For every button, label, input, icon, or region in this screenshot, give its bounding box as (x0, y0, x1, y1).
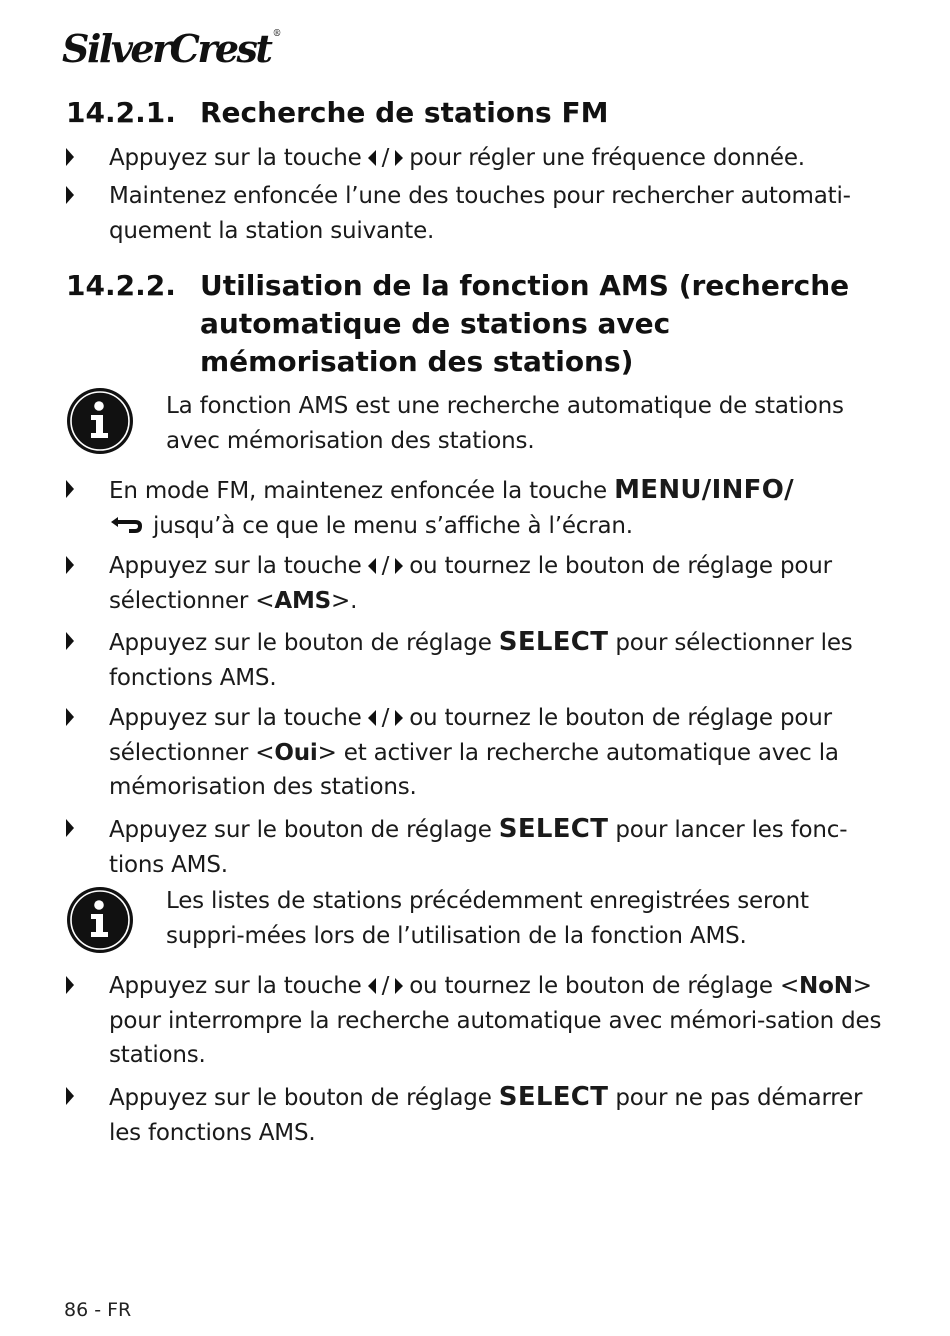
page-number: 86 - FR (64, 1299, 132, 1321)
registered-mark: ® (272, 29, 282, 39)
item-text: Appuyez sur la touche (109, 705, 362, 731)
section-number: 14.2.1. (66, 96, 176, 129)
key-separator: / (381, 553, 390, 579)
item-text: Appuyez sur la touche (109, 553, 362, 579)
bullet-arrow-icon (66, 556, 74, 574)
left-key-icon (368, 558, 376, 574)
section-number: 14.2.2. (66, 269, 176, 302)
item-text: > pour interrompre la recherche automatique avec mémori-sation des stations. (109, 973, 882, 1068)
item-text: ou tournez le bouton de réglage < (409, 973, 800, 999)
item-text: jusqu’à ce que le menu s’affiche à l’écran. (153, 512, 633, 539)
left-key-icon (368, 150, 376, 166)
info-note: Les listes de stations précédemment enregistrées seront suppri-mées lors de l’utilisation de la fonction AMS. (166, 888, 809, 949)
info-icon (66, 886, 132, 952)
item-text: Appuyez sur le bouton de réglage (109, 1085, 492, 1111)
item-text: >. (331, 587, 358, 614)
item-text: Maintenez enfoncée l’une des touches pour rechercher automati-quement la station suivante. (109, 183, 851, 244)
select-key-label: SELECT (498, 1082, 609, 1112)
key-separator: / (381, 705, 390, 731)
right-key-icon (395, 710, 403, 726)
bullet-arrow-icon (66, 708, 74, 726)
item-text: Appuyez sur le bouton de réglage (109, 630, 492, 656)
return-arrow-icon (109, 512, 145, 547)
select-key-label: SELECT (498, 627, 609, 657)
item-text: Appuyez sur la touche (109, 145, 362, 171)
section-title: Utilisation de la fonction AMS (recherche automatique de stations avec mémorisation des stations) (200, 269, 850, 378)
item-text: ou tournez le bouton de réglage pour sélectionner < (109, 553, 832, 614)
key-separator: / (381, 973, 390, 999)
bullet-arrow-icon (66, 976, 74, 994)
option-label: NoN (799, 973, 853, 999)
brand-logo-text: SilverCrest (62, 26, 271, 71)
bullet-arrow-icon (66, 632, 74, 650)
list-item (66, 701, 886, 805)
left-key-icon (368, 710, 376, 726)
option-label: Oui (274, 739, 318, 766)
option-label: AMS (274, 587, 331, 614)
section-heading-14-2-2 (66, 267, 870, 381)
bullet-arrow-icon (66, 480, 74, 498)
item-text: ou tournez le bouton de réglage pour sélectionner < (109, 705, 832, 766)
key-separator: / (381, 145, 390, 171)
item-text: Appuyez sur le bouton de réglage (109, 817, 492, 843)
list-item (66, 473, 886, 546)
info-icon (66, 387, 132, 453)
section-heading-14-2-1 (66, 94, 870, 132)
item-text: En mode FM, maintenez enfoncée la touche (109, 478, 607, 504)
info-note: La fonction AMS est une recherche automatique de stations avec mémorisation des stations. (166, 393, 844, 454)
right-key-icon (395, 558, 403, 574)
bullet-arrow-icon (66, 819, 74, 837)
list-item (66, 549, 886, 618)
section-title: Recherche de stations FM (200, 96, 609, 129)
item-text: Appuyez sur la touche (109, 973, 362, 999)
list-item (66, 625, 886, 695)
list-item (66, 141, 886, 176)
list-item (66, 812, 886, 882)
right-key-icon (395, 150, 403, 166)
right-key-icon (395, 978, 403, 994)
bullet-arrow-icon (66, 148, 74, 166)
item-text: pour ne pas démarrer les fonctions AMS. (109, 1085, 863, 1146)
list-item (66, 969, 886, 1073)
bullet-arrow-icon (66, 186, 74, 204)
item-text: pour lancer les fonc-tions AMS. (109, 817, 848, 878)
item-text: pour sélectionner les fonctions AMS. (109, 630, 853, 691)
list-item (66, 1080, 886, 1150)
item-text: pour régler une fréquence donnée. (409, 145, 805, 171)
select-key-label: SELECT (498, 814, 609, 844)
left-key-icon (368, 978, 376, 994)
list-item (66, 179, 886, 248)
item-text: > et activer la recherche automatique avec la mémorisation des stations. (109, 739, 839, 800)
brand-logo (62, 26, 282, 71)
bullet-arrow-icon (66, 1087, 74, 1105)
menu-info-key-label: MENU/INFO/ (614, 475, 794, 505)
